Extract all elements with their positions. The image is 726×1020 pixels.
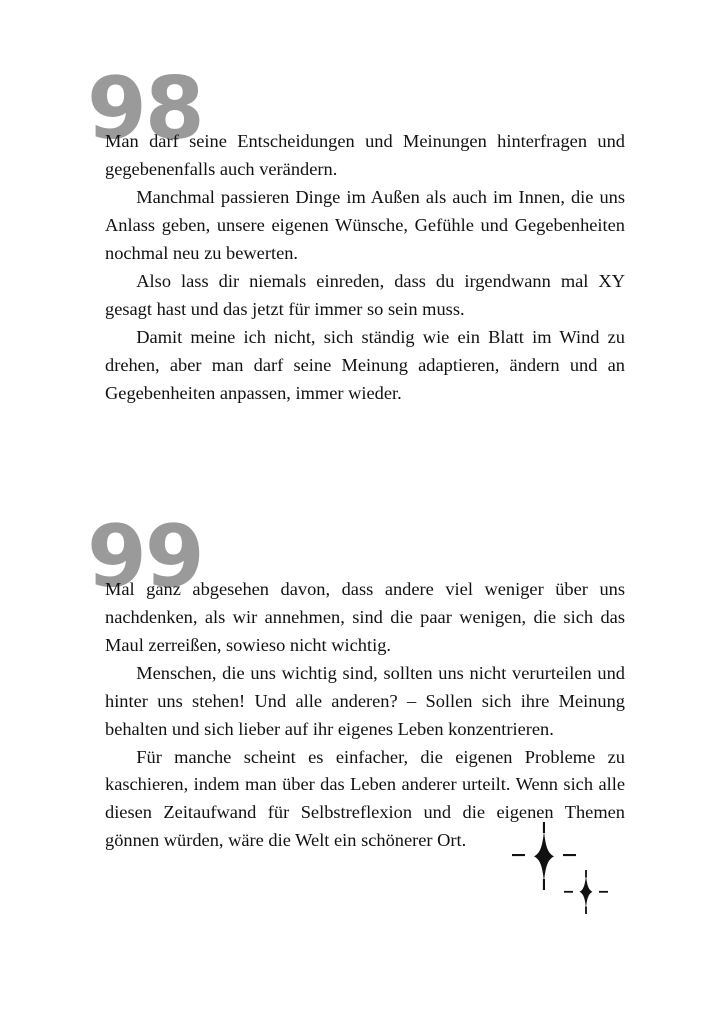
paragraph: Mal ganz abgesehen davon, dass andere viel weniger über uns nachdenken, als wir annehmen, sind die paar wenigen, die sich das Maul zerreißen, sowieso nicht wichtig.	[105, 578, 625, 655]
entry-98	[87, 59, 625, 408]
paragraph: Manchmal passieren Dinge im Außen als auch im Innen, die uns Anlass geben, unsere eigenen Wünsche, Gefühle und Gegebenheiten nochmal neu zu bewerten.	[105, 186, 625, 263]
entry-99-body	[105, 576, 625, 856]
paragraph: Menschen, die uns wichtig sind, sollten uns nicht verurteilen und hinter uns stehen! Und alle anderen? – Sollen sich ihre Meinung behalten und sich lieber auf ihr eigenes Leben konzentrieren.	[105, 662, 625, 739]
paragraph: Man darf seine Entscheidungen und Meinungen hinterfragen und gegebenenfalls auch verändern.	[105, 131, 625, 179]
paragraph: Damit meine ich nicht, sich ständig wie ein Blatt im Wind zu drehen, aber man darf seine Meinung adaptieren, ändern und an Gegebenheiten anpassen, immer wieder.	[105, 326, 625, 403]
entry-number-98: 98	[87, 59, 203, 159]
entry-99	[87, 506, 625, 856]
entry-number-99: 99	[87, 506, 203, 607]
page-content	[87, 59, 625, 855]
paragraph: Für manche scheint es einfacher, die eigenen Probleme zu kaschieren, indem man über das Leben anderer urteilt. Wenn sich alle diesen Zeitaufwand für Selbstreflexion und die eigenen Themen gönnen würden, wäre die Welt ein schönerer Ort.	[105, 746, 625, 851]
paragraph: Also lass dir niemals einreden, dass du irgendwann mal XY gesagt hast und das jetzt für immer so sein muss.	[105, 270, 625, 319]
sparkle-icon	[562, 868, 610, 916]
entry-98-body	[105, 128, 625, 408]
